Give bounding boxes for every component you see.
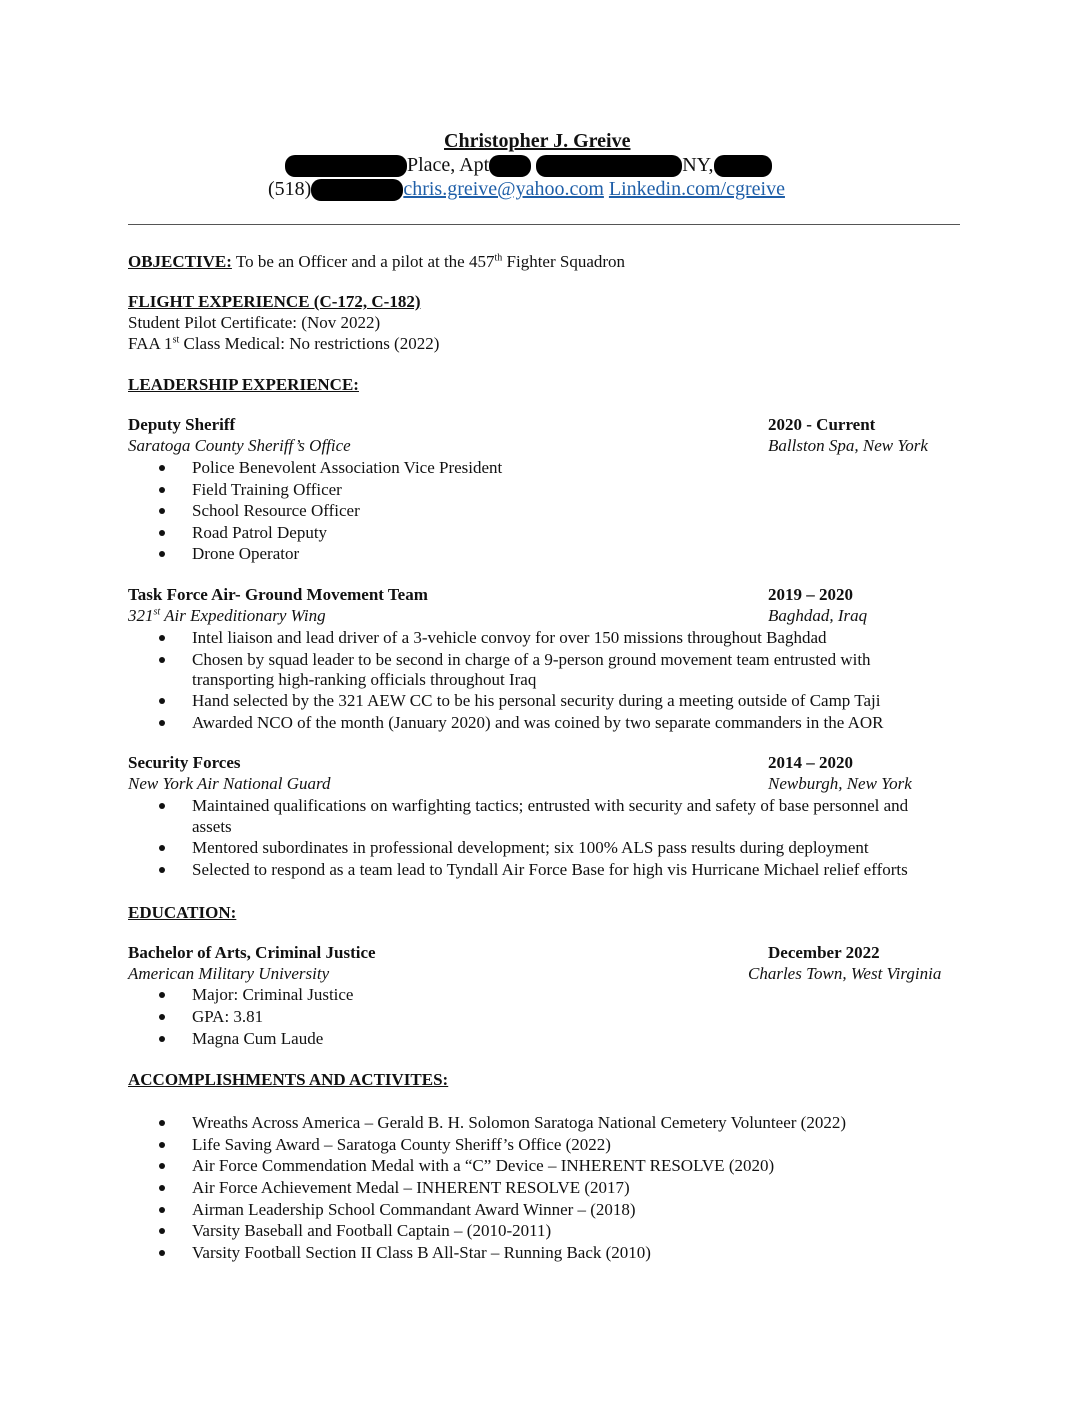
job-location: Newburgh, New York [768, 774, 912, 793]
bullet-dot [159, 530, 165, 536]
list-item: Selected to respond as a team lead to Tyndall Air Force Base for high vis Hurricane Michael relief efforts [192, 860, 908, 879]
address-line [285, 155, 772, 177]
candidate-name: Christopher J. Greive [444, 130, 631, 152]
bullet-dot [159, 551, 165, 557]
list-item: Intel liaison and lead driver of a 3-vehicle convoy for over 150 missions throughout Baghdad [192, 628, 827, 647]
bullet-dot [159, 992, 165, 998]
list-item: Hand selected by the 321 AEW CC to be his personal security during a meeting outside of Camp Taji [192, 691, 881, 710]
list-item: Magna Cum Laude [192, 1029, 324, 1048]
bullet-dot [159, 1228, 165, 1234]
list-item: Road Patrol Deputy [192, 523, 328, 542]
redaction-block [285, 155, 407, 177]
list-item: Airman Leadership School Commandant Award Winner – (2018) [192, 1200, 636, 1219]
objective-line [128, 252, 625, 272]
list-item-continuation: assets [192, 817, 232, 836]
accomplishments-heading: ACCOMPLISHMENTS AND ACTIVITES: [128, 1070, 449, 1089]
bullet-dot [159, 1142, 165, 1148]
school-location: Charles Town, West Virginia [748, 964, 942, 983]
flight-heading: FLIGHT EXPERIENCE (C-172, C-182) [128, 292, 421, 311]
email-link[interactable]: chris.greive@yahoo.com [403, 178, 604, 200]
bullet-dot [159, 487, 165, 493]
flight-line-2: FAA 1st Class Medical: No restrictions (2022) [128, 334, 440, 353]
list-item-continuation: transporting high-ranking officials throughout Iraq [192, 670, 537, 689]
list-item: Field Training Officer [192, 480, 342, 499]
degree-date: December 2022 [768, 943, 880, 962]
job-title: Deputy Sheriff [128, 415, 236, 434]
list-item: Varsity Football Section II Class B All-Star – Running Back (2010) [192, 1243, 651, 1262]
list-item: Police Benevolent Association Vice President [192, 458, 503, 477]
bullet-dot [159, 803, 165, 809]
job-dates: 2014 – 2020 [768, 753, 853, 772]
job-location: Ballston Spa, New York [768, 436, 928, 455]
bullet-dot [159, 465, 165, 471]
objective-label: OBJECTIVE: [128, 252, 232, 271]
degree-title: Bachelor of Arts, Criminal Justice [128, 943, 376, 962]
job-title: Security Forces [128, 753, 241, 772]
list-item: Wreaths Across America – Gerald B. H. Solomon Saratoga National Cemetery Volunteer (2022) [192, 1113, 846, 1132]
redaction-block [311, 179, 403, 201]
redaction-block [536, 155, 682, 177]
list-item: Varsity Baseball and Football Captain – (2010-2011) [192, 1221, 552, 1240]
bullet-dot [159, 1014, 165, 1020]
bullet-dot [159, 845, 165, 851]
contact-line [268, 179, 785, 201]
list-item: Air Force Achievement Medal – INHERENT RESOLVE (2017) [192, 1178, 630, 1197]
bullet-dot [159, 720, 165, 726]
job-org: Saratoga County Sheriff’s Office [128, 436, 351, 455]
job-org: New York Air National Guard [128, 774, 331, 793]
list-item: Mentored subordinates in professional development; six 100% ALS pass results during deployment [192, 838, 869, 857]
bullet-dot [159, 1207, 165, 1213]
redaction-block [489, 155, 531, 177]
bullet-dot [159, 1036, 165, 1042]
bullet-dot [159, 657, 165, 663]
list-item: Drone Operator [192, 544, 300, 563]
linkedin-link[interactable]: Linkedin.com/cgreive [608, 178, 785, 200]
school-name: American Military University [128, 964, 330, 983]
address-part-2: NY, [682, 154, 714, 176]
bullet-dot [159, 508, 165, 514]
list-item: Chosen by squad leader to be second in charge of a 9-person ground movement team entrusted with [192, 650, 871, 669]
list-item: GPA: 3.81 [192, 1007, 264, 1026]
objective-text: To be an Officer and a pilot at the 457th Fighter Squadron [235, 252, 626, 271]
job-title: Task Force Air- Ground Movement Team [128, 585, 428, 604]
bullet-dot [159, 1120, 165, 1126]
bullet-dot [159, 1250, 165, 1256]
bullet-dot [159, 698, 165, 704]
list-item: Life Saving Award – Saratoga County Sheriff’s Office (2022) [192, 1135, 611, 1154]
leadership-heading: LEADERSHIP EXPERIENCE: [128, 375, 359, 394]
list-item: Major: Criminal Justice [192, 985, 354, 1004]
header-divider [128, 224, 960, 225]
bullet-dot [159, 1163, 165, 1169]
job-location: Baghdad, Iraq [768, 606, 868, 625]
job-dates: 2019 – 2020 [768, 585, 853, 604]
redaction-block [714, 155, 772, 177]
education-heading: EDUCATION: [128, 903, 237, 922]
list-item: Awarded NCO of the month (January 2020) and was coined by two separate commanders in the AOR [192, 713, 884, 732]
flight-line-1: Student Pilot Certificate: (Nov 2022) [128, 313, 381, 332]
bullet-dot [159, 867, 165, 873]
bullet-dot [159, 1185, 165, 1191]
list-item: Air Force Commendation Medal with a “C” Device – INHERENT RESOLVE (2020) [192, 1156, 775, 1175]
bullet-dot [159, 635, 165, 641]
job-org: 321st Air Expeditionary Wing [128, 606, 326, 625]
job-dates: 2020 - Current [768, 415, 876, 434]
list-item: Maintained qualifications on warfighting tactics; entrusted with security and safety of base personnel and [192, 796, 909, 815]
phone-prefix: (518) [268, 178, 312, 200]
list-item: School Resource Officer [192, 501, 360, 520]
address-part-1: Place, Apt [407, 154, 490, 176]
